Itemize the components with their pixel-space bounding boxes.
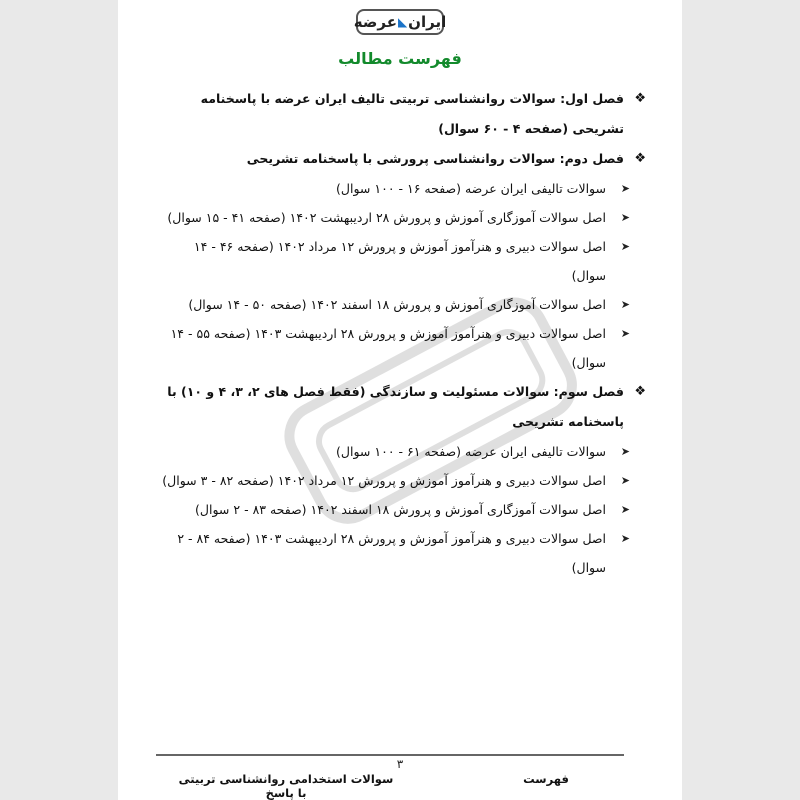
footer-book-title: سوالات استخدامی روانشناسی تربیتی با پاسخ xyxy=(178,772,394,800)
toc-item-text: اصل سوالات آموزگاری آموزش و پرورش ۲۸ اردیبهشت ۱۴۰۲ (صفحه ۴۱ - ۱۵ سوال) xyxy=(167,210,606,225)
arrow-bullet-icon: ➤ xyxy=(620,503,630,516)
toc-chapter-title: فصل سوم: سوالات مسئولیت و سازندگی (فقط فصل های ۲، ۳، ۴ و ۱۰) با پاسخنامه تشریحی xyxy=(167,384,624,429)
toc-item-text: اصل سوالات آموزگاری آموزش و پرورش ۱۸ اسفند ۱۴۰۲ (صفحه ۸۳ - ۲ سوال) xyxy=(195,502,606,517)
toc-item-text: اصل سوالات دبیری و هنرآموز آموزش و پرورش ۱۲ مرداد ۱۴۰۲ (صفحه ۴۶ - ۱۴ سوال) xyxy=(193,239,606,283)
arrow-bullet-icon: ➤ xyxy=(620,532,630,545)
arrow-bullet-icon: ➤ xyxy=(620,327,630,340)
arrow-bullet-icon: ➤ xyxy=(620,240,630,253)
toc-item-text: اصل سوالات دبیری و هنرآموز آموزش و پرورش ۱۲ مرداد ۱۴۰۲ (صفحه ۸۲ - ۳ سوال) xyxy=(162,473,606,488)
toc-item xyxy=(156,174,646,203)
toc-item xyxy=(156,495,646,524)
toc-item-text: اصل سوالات دبیری و هنرآموز آموزش و پرورش ۲۸ اردیبهشت ۱۴۰۳ (صفحه ۸۴ - ۲ سوال) xyxy=(177,531,606,575)
diamond-bullet-icon: ❖ xyxy=(634,151,646,166)
arrow-bullet-icon: ➤ xyxy=(620,211,630,224)
toc-item xyxy=(156,203,646,232)
toc-chapter xyxy=(156,84,646,144)
page-number: ۳ xyxy=(396,757,404,771)
document-page xyxy=(118,0,682,800)
footer-section-name: فهرست xyxy=(523,772,569,786)
diamond-bullet-icon: ❖ xyxy=(634,384,646,399)
diamond-bullet-icon: ❖ xyxy=(634,91,646,106)
table-of-contents xyxy=(156,84,646,582)
toc-chapter xyxy=(156,144,646,174)
toc-chapter-title: فصل اول: سوالات روانشناسی تربیتی تالیف ایران عرضه با پاسخنامه تشریحی (صفحه ۴ - ۶۰ سوال) xyxy=(200,91,624,136)
toc-item-text: سوالات تالیفی ایران عرضه (صفحه ۶۱ - ۱۰۰ سوال) xyxy=(336,444,606,459)
toc-chapter-title: فصل دوم: سوالات روانشناسی پرورشی با پاسخنامه تشریحی xyxy=(246,151,624,166)
arrow-bullet-icon: ➤ xyxy=(620,445,630,458)
logo-text-second: عرضه xyxy=(353,13,397,31)
toc-item-text: اصل سوالات دبیری و هنرآموز آموزش و پرورش ۲۸ اردیبهشت ۱۴۰۳ (صفحه ۵۵ - ۱۴ سوال) xyxy=(170,326,606,370)
logo-arrow-icon: ◣ xyxy=(397,15,408,29)
iran-arze-logo xyxy=(353,9,447,35)
footer-divider xyxy=(156,754,624,756)
toc-item xyxy=(156,466,646,495)
toc-item xyxy=(156,319,646,377)
logo-text-first: ایران xyxy=(408,13,447,31)
toc-title: فهرست مطالب xyxy=(338,49,462,68)
arrow-bullet-icon: ➤ xyxy=(620,182,630,195)
arrow-bullet-icon: ➤ xyxy=(620,298,630,311)
toc-item xyxy=(156,437,646,466)
toc-item xyxy=(156,290,646,319)
toc-chapter xyxy=(156,377,646,437)
arrow-bullet-icon: ➤ xyxy=(620,474,630,487)
toc-item-text: اصل سوالات آموزگاری آموزش و پرورش ۱۸ اسفند ۱۴۰۲ (صفحه ۵۰ - ۱۴ سوال) xyxy=(188,297,606,312)
toc-item xyxy=(156,524,646,582)
toc-item-text: سوالات تالیفی ایران عرضه (صفحه ۱۶ - ۱۰۰ سوال) xyxy=(336,181,606,196)
toc-item xyxy=(156,232,646,290)
